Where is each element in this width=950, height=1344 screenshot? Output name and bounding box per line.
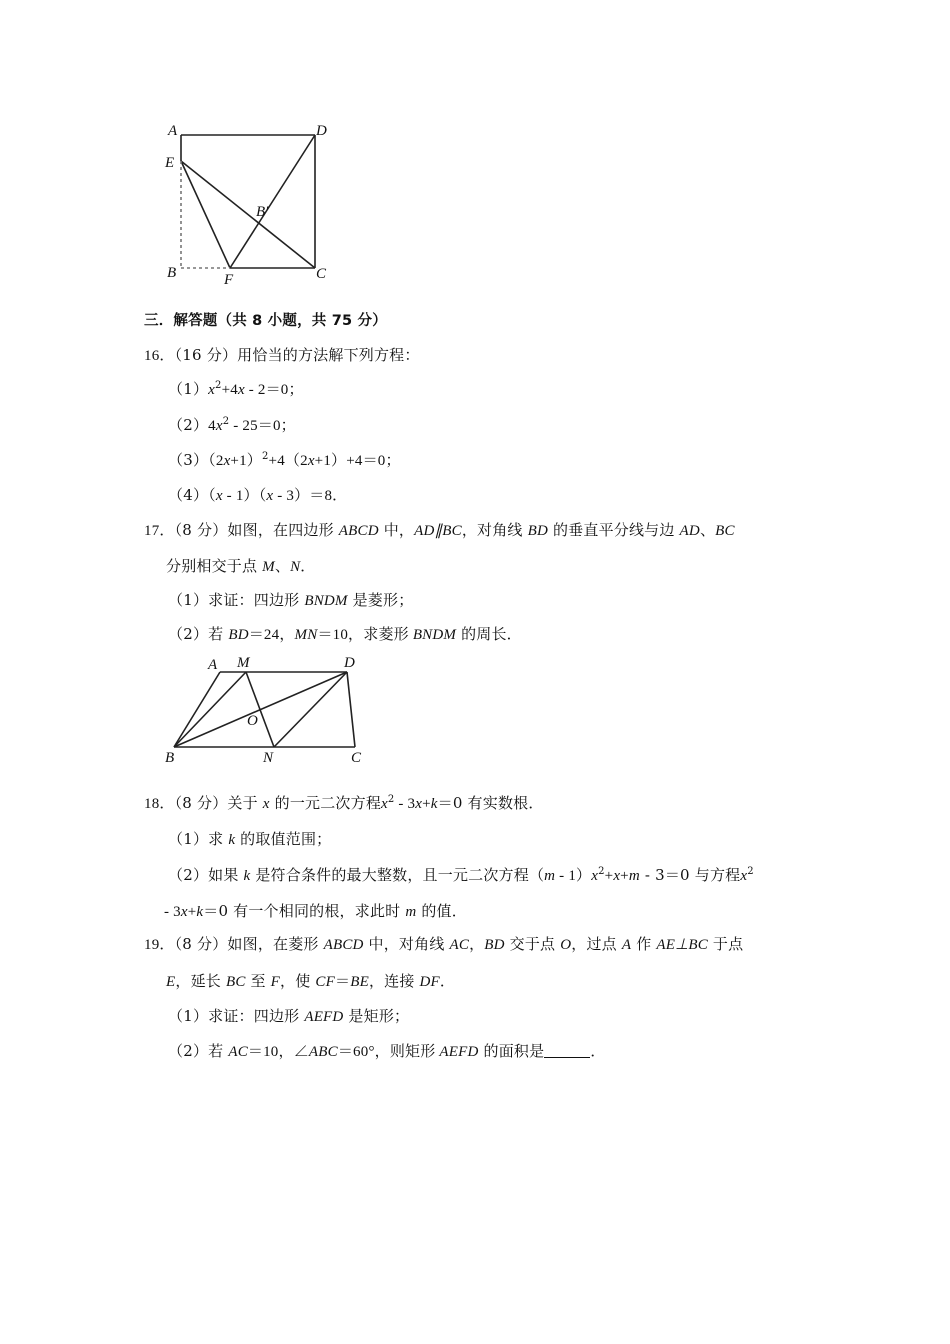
q17-line1 bbox=[144, 520, 735, 541]
q18-number: 18． bbox=[144, 796, 175, 812]
text: ，延长 bbox=[175, 972, 226, 990]
text: 至 bbox=[245, 972, 271, 990]
text: ． bbox=[439, 972, 456, 990]
text: 交于点 bbox=[504, 935, 561, 953]
part-label: （1） bbox=[168, 830, 209, 848]
section-title: 三．解答题（共 8 小题，共 75 分） bbox=[144, 313, 387, 329]
text: 的垂直平分线与边 bbox=[548, 521, 680, 539]
label-C: C bbox=[316, 266, 327, 282]
text: 于点 bbox=[707, 935, 744, 953]
var: x bbox=[208, 382, 216, 398]
label-F: F bbox=[224, 272, 234, 288]
text: ，过点 bbox=[571, 935, 622, 953]
text: + bbox=[620, 868, 629, 884]
exponent: 2 bbox=[387, 794, 395, 805]
var: AEFD bbox=[439, 1044, 479, 1060]
text: - 3 bbox=[164, 904, 181, 920]
text: - 1） bbox=[555, 868, 592, 884]
text: 4 bbox=[208, 418, 216, 434]
text: 、 bbox=[699, 521, 716, 539]
text: 是矩形； bbox=[343, 1007, 410, 1025]
text: 的周长． bbox=[456, 625, 522, 643]
var: m bbox=[544, 868, 556, 884]
var: x bbox=[415, 796, 423, 812]
var: BD bbox=[484, 937, 505, 953]
var: AD bbox=[679, 523, 700, 539]
var: DF bbox=[419, 974, 440, 990]
q16-score: （16 分） bbox=[174, 346, 238, 364]
q18-score: （8 分） bbox=[174, 794, 228, 812]
text: 求证：四边形 bbox=[208, 1007, 305, 1025]
q19-part2 bbox=[168, 1041, 606, 1062]
label-A: A bbox=[168, 123, 178, 139]
label-D: D bbox=[344, 655, 355, 671]
var: AEFD bbox=[304, 1009, 344, 1025]
text: 的值． bbox=[416, 902, 467, 920]
var: A bbox=[621, 937, 632, 953]
text: 如图，在菱形 bbox=[227, 935, 324, 953]
text: - 3）＝8． bbox=[273, 488, 348, 504]
q18-part1 bbox=[168, 829, 331, 850]
q17-part1 bbox=[168, 590, 413, 611]
text: 若 bbox=[208, 1042, 229, 1060]
text: 的面积是 bbox=[478, 1042, 545, 1060]
var: AE⊥BC bbox=[656, 937, 708, 953]
q19-number: 19． bbox=[144, 937, 175, 953]
var: BC bbox=[715, 523, 735, 539]
q17-score: （8 分） bbox=[174, 521, 228, 539]
text: 若 bbox=[208, 625, 229, 643]
part-label: （1） bbox=[168, 380, 209, 398]
label-E: E bbox=[165, 155, 175, 171]
var: BD bbox=[527, 523, 548, 539]
exponent: 2 bbox=[215, 380, 222, 391]
part-label: （2） bbox=[168, 625, 209, 643]
q17-part2 bbox=[168, 624, 522, 645]
q19-line1 bbox=[144, 934, 743, 955]
text: 作 bbox=[631, 935, 657, 953]
text: 如图，在四边形 bbox=[227, 521, 339, 539]
label-C: C bbox=[351, 750, 362, 766]
var: x bbox=[215, 418, 223, 434]
text: ，对角线 bbox=[461, 521, 528, 539]
label-B-prime: B′ bbox=[256, 204, 269, 220]
var: N bbox=[290, 559, 301, 575]
text: - 3＝0 与方程 bbox=[639, 866, 741, 884]
var: BD bbox=[228, 627, 249, 643]
var: BE bbox=[350, 974, 369, 990]
text: + bbox=[187, 904, 197, 920]
label-O: O bbox=[247, 713, 258, 729]
text: 中， bbox=[378, 521, 415, 539]
text: - 2＝0； bbox=[244, 382, 304, 398]
text: 分别相交于点 bbox=[166, 557, 263, 575]
label-B: B bbox=[165, 750, 175, 766]
figure-square-fold bbox=[150, 110, 350, 300]
part-label: （2） bbox=[168, 416, 209, 434]
var: x bbox=[613, 868, 621, 884]
text: + bbox=[604, 868, 614, 884]
label-N: N bbox=[263, 750, 274, 766]
var: F bbox=[270, 974, 281, 990]
part-label: （1） bbox=[168, 591, 209, 609]
text: 、 bbox=[274, 557, 291, 575]
text: ． bbox=[590, 1042, 606, 1060]
var: AC bbox=[228, 1044, 248, 1060]
q17-line2 bbox=[166, 556, 316, 577]
text: 的一元二次方程 bbox=[269, 794, 382, 812]
q19-score: （8 分） bbox=[174, 935, 228, 953]
var: m bbox=[628, 868, 640, 884]
text: （ bbox=[208, 488, 216, 504]
var: x bbox=[262, 796, 270, 812]
var: k bbox=[430, 796, 438, 812]
text: ， bbox=[469, 935, 485, 953]
text: +4（2 bbox=[268, 453, 308, 469]
var: CF bbox=[315, 974, 335, 990]
q16-text: 用恰当的方法解下列方程： bbox=[237, 346, 420, 364]
text: - 3 bbox=[394, 796, 416, 812]
text: ＝24， bbox=[248, 627, 295, 643]
text: ＝10，∠ bbox=[247, 1044, 309, 1060]
var: x bbox=[591, 868, 599, 884]
var: ABCD bbox=[338, 523, 379, 539]
text: 的取值范围； bbox=[235, 830, 332, 848]
part-label: （1） bbox=[168, 1007, 209, 1025]
part-label: （3） bbox=[168, 451, 209, 469]
var: BNDM bbox=[304, 593, 348, 609]
text: 如果 bbox=[208, 866, 244, 884]
var: k bbox=[243, 868, 251, 884]
q16-part4 bbox=[168, 485, 347, 506]
text: ＝60°，则矩形 bbox=[337, 1044, 440, 1060]
q18-part2-cont bbox=[164, 901, 467, 922]
q16-stem bbox=[144, 345, 420, 366]
label-B: B bbox=[167, 265, 177, 281]
q16-number: 16． bbox=[144, 348, 175, 364]
var: x bbox=[307, 453, 315, 469]
var: E bbox=[166, 974, 176, 990]
text: - 1）（ bbox=[222, 488, 267, 504]
q16-part2 bbox=[168, 415, 296, 436]
text: ＝10，求菱形 bbox=[317, 627, 413, 643]
text: 是菱形； bbox=[347, 591, 414, 609]
text: ＝0 有一个相同的根，求此时 bbox=[203, 902, 406, 920]
var: x bbox=[215, 488, 223, 504]
text: 关于 bbox=[227, 794, 263, 812]
q17-number: 17． bbox=[144, 523, 175, 539]
var: ABCD bbox=[323, 937, 364, 953]
exponent: 2 bbox=[222, 416, 230, 427]
exponent: 2 bbox=[261, 451, 269, 462]
var: BC bbox=[225, 974, 246, 990]
answer-blank[interactable] bbox=[544, 1043, 590, 1058]
text: ，使 bbox=[280, 972, 316, 990]
label-A: A bbox=[208, 657, 218, 673]
label-M: M bbox=[237, 655, 250, 671]
text: （2 bbox=[208, 453, 224, 469]
text: - 25＝0； bbox=[229, 418, 296, 434]
var: m bbox=[405, 904, 417, 920]
part-label: （2） bbox=[168, 1042, 209, 1060]
text: 求证：四边形 bbox=[208, 591, 305, 609]
var: x bbox=[223, 453, 231, 469]
q19-part1 bbox=[168, 1006, 409, 1027]
q18-line1 bbox=[144, 793, 544, 814]
text: ． bbox=[300, 557, 316, 575]
text: + bbox=[422, 796, 431, 812]
text: +1）+4＝0； bbox=[314, 453, 401, 469]
var: k bbox=[228, 832, 236, 848]
q18-part2 bbox=[168, 865, 754, 886]
var: k bbox=[196, 904, 204, 920]
exponent: 2 bbox=[747, 866, 754, 877]
text: ＝ bbox=[335, 972, 351, 990]
var: M bbox=[262, 559, 275, 575]
exponent: 2 bbox=[598, 866, 605, 877]
var: x bbox=[381, 796, 388, 812]
var: AD∥BC bbox=[414, 523, 462, 539]
text: ，连接 bbox=[368, 972, 420, 990]
text: 中，对角线 bbox=[363, 935, 450, 953]
var: x bbox=[180, 904, 188, 920]
label-D: D bbox=[316, 123, 327, 139]
var: MN bbox=[294, 627, 318, 643]
q16-part1 bbox=[168, 379, 304, 400]
figure-trapezoid bbox=[150, 650, 370, 770]
var: x bbox=[266, 488, 274, 504]
var: x bbox=[740, 868, 748, 884]
q19-line2 bbox=[166, 971, 455, 992]
text: 是符合条件的最大整数，且一元二次方程（ bbox=[250, 866, 545, 884]
part-label: （4） bbox=[168, 486, 209, 504]
text: +1） bbox=[230, 453, 262, 469]
var: O bbox=[560, 937, 572, 953]
part-label: （2） bbox=[168, 866, 209, 884]
text: 求 bbox=[208, 830, 229, 848]
var: ABC bbox=[308, 1044, 338, 1060]
text: ＝0 有实数根． bbox=[437, 794, 544, 812]
q16-part3 bbox=[168, 450, 401, 471]
var: x bbox=[237, 382, 245, 398]
var: BNDM bbox=[412, 627, 457, 643]
text: +4 bbox=[221, 382, 238, 398]
var: AC bbox=[449, 937, 470, 953]
